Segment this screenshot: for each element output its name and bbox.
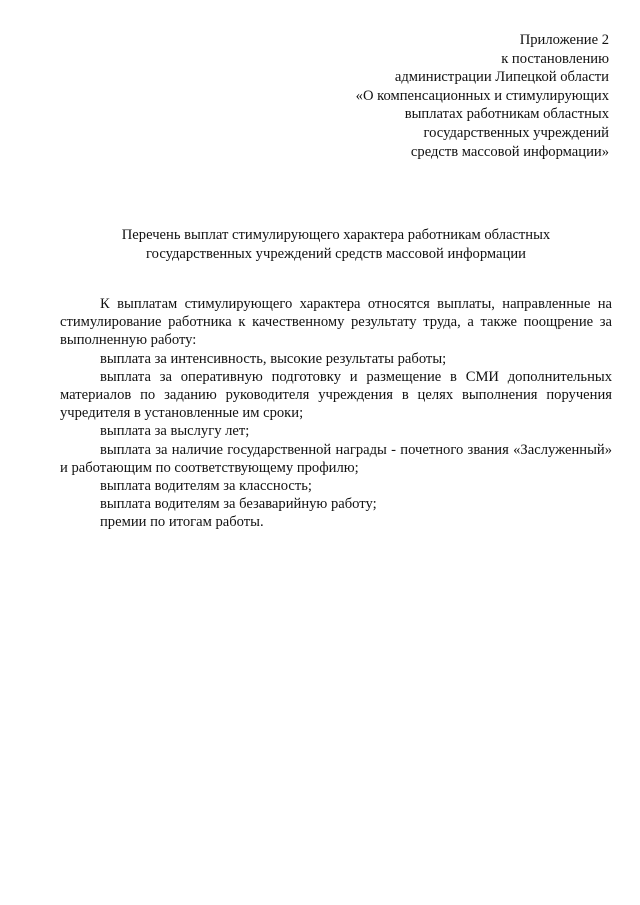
list-item: выплата водителям за классность;	[100, 478, 312, 495]
list-item: премии по итогам работы.	[100, 514, 264, 531]
list-item: выплата за выслугу лет;	[100, 423, 250, 440]
title-line: Перечень выплат стимулирующего характера работникам областных	[121, 227, 551, 243]
list-item: выплата водителям за безаварийную работу;	[100, 496, 377, 513]
document-body	[60, 295, 612, 532]
appendix-line: администрации Липецкой области	[394, 69, 609, 86]
title-line: государственных учреждений средств массовой информации	[146, 246, 526, 262]
list-item: выплата за наличие государственной награды - почетного звания «Заслуженный» и работающим по соответствующему профилю;	[60, 441, 612, 476]
intro-paragraph: К выплатам стимулирующего характера относятся выплаты, направленные на стимулирование работника к качественному результату труда, а также поощрение за выполненную работу:	[60, 296, 612, 349]
document-title	[60, 226, 612, 264]
appendix-line: Приложение 2	[519, 32, 609, 48]
appendix-line: выплатах работникам областных	[404, 106, 609, 123]
appendix-line: к постановлению	[501, 50, 609, 67]
list-item: выплата за оперативную подготовку и размещение в СМИ дополнительных материалов по заданию руководителя учреждения в целях выполнения поручения учредителя в установленные им сроки;	[60, 368, 612, 422]
appendix-header	[356, 31, 609, 161]
appendix-line: средств массовой информации»	[410, 143, 609, 160]
appendix-line: «О компенсационных и стимулирующих	[355, 87, 609, 104]
appendix-line: государственных учреждений	[423, 124, 609, 141]
list-item: выплата за интенсивность, высокие результаты работы;	[100, 350, 447, 367]
